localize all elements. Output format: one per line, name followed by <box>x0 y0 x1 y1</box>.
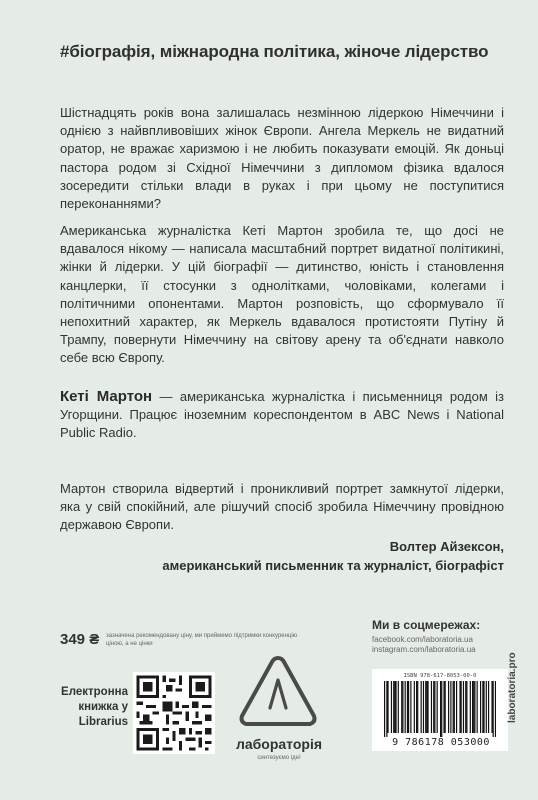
review-quote: Мартон створила відвертий і проникливий портрет замкнутої лідерки, яка у свій спокійний, але рішучий спосіб зробила Німеччину провідною державою Європи. <box>60 481 504 533</box>
social-link-instagram[interactable]: instagram.com/laboratoria.ua <box>372 645 476 654</box>
barcode-icon <box>384 681 496 737</box>
social-title: Ми в соцмережах: <box>372 618 481 632</box>
barcode-box <box>372 669 508 751</box>
price-value: 349 ₴ <box>60 631 100 648</box>
social-block <box>372 618 512 655</box>
social-link-facebook[interactable]: facebook.com/laboratoria.ua <box>372 635 473 644</box>
qr-code-icon[interactable] <box>133 672 215 754</box>
publisher-logo-icon <box>236 654 320 732</box>
hashtags-heading: #біографія, міжнародна політика, жіноче лідерство <box>60 42 489 61</box>
publisher-tagline: синтезуємо ідеї <box>257 755 301 761</box>
description-paragraph-1: Шістнадцять років вона залишалась незмінною лідеркою Німеччини і однією з найвпливовіших жінок Європи. Ангела Меркель не видатний оратор, не вражає харизмою і не любить показувати емоцій. Як доньці пастора родом зі Східної Німеччини з дипломом фізика вдалося зосередити стільки влади в руках і при цьому не поступитися переконаннями? <box>60 105 504 212</box>
author-bio <box>60 388 504 443</box>
author-name: Кеті Мартон <box>60 388 153 405</box>
isbn-text: ISBN 978-617-8053-00-0 <box>403 673 477 679</box>
side-url: laboratoria.pro <box>507 652 518 724</box>
price-note: зазначена рекомендовану ціну, ми приймемо підтримки конкуренцію ціною, а не цінки <box>106 633 298 647</box>
barcode-digits: 9 786178 053000 <box>392 737 490 748</box>
quote-attribution <box>60 538 504 575</box>
quote-author-title: американський письменник та журналіст, біографіст <box>162 557 504 573</box>
description-paragraph-2: Американська журналістка Кеті Мартон зробила те, що досі не вдавалося нікому — написала масштабний портрет видатної політикині, жінки й лідерки. У цій біографії — дитинство, юність і становлення канцлерки, її стосунки з однолітками, чоловіками, колегами і політичними опонентами. Мартон розповість, що сформувало її непохитний характер, як Меркель вдавалося протистояти Путіну й Трампу, повернути Німеччину на світову арену та об'єднати навколо себе всю Європу. <box>60 223 504 366</box>
quote-author-name: Волтер Айзексон, <box>389 539 504 554</box>
ebook-label: Електронна книжка у Librarius <box>61 686 128 728</box>
publisher-name: лабораторія <box>235 736 323 752</box>
author-bio-text: — американська журналістка і письменниця родом із Угорщини. Працює іноземним кореспондентом в ABC News і National Public Radio. <box>60 389 504 441</box>
